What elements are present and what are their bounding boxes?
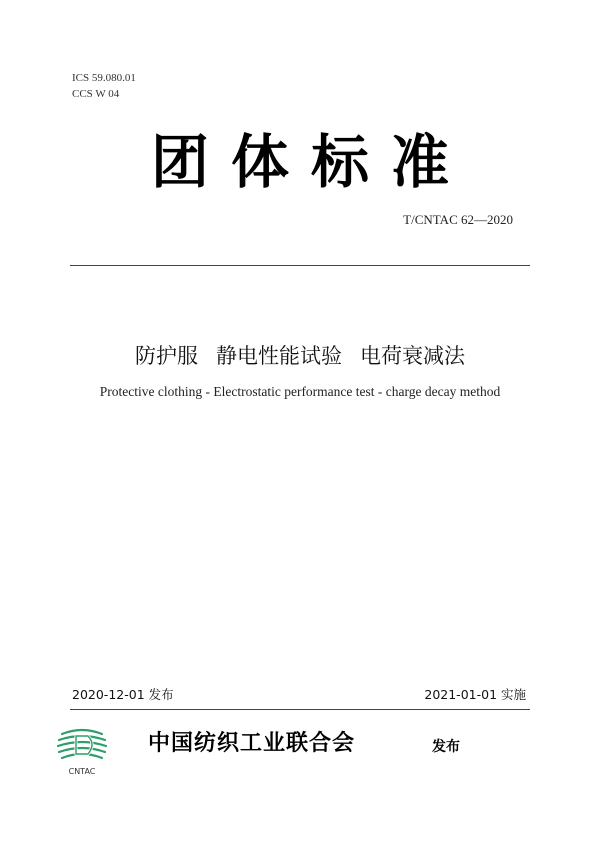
cntac-logo-icon xyxy=(54,720,110,768)
top-divider xyxy=(70,265,530,266)
publish-date: 2020-12-01 发布 xyxy=(72,687,174,702)
title-cn-part2: 静电性能试验 xyxy=(216,344,342,368)
standard-title-en: Protective clothing - Electrostatic performance test - charge decay method xyxy=(99,384,501,399)
implement-date: 2021-01-01 实施 xyxy=(424,687,526,702)
publish-label: 发布 xyxy=(432,739,460,755)
classification-codes xyxy=(72,70,136,102)
standard-title-cn xyxy=(0,340,600,370)
ccs-code: CCS W 04 xyxy=(72,88,120,100)
standard-number: T/CNTAC 62—2020 xyxy=(403,212,513,227)
publishing-organization: 中国纺织工业联合会 xyxy=(148,731,356,756)
ics-code: ICS 59.080.01 xyxy=(72,72,136,84)
document-type-title: 团体标准 xyxy=(150,128,471,196)
bottom-divider xyxy=(70,709,530,710)
title-cn-part3: 电荷衰减法 xyxy=(360,344,465,368)
title-cn-part1: 防护服 xyxy=(135,344,198,368)
logo-caption: CNTAC xyxy=(68,767,96,776)
